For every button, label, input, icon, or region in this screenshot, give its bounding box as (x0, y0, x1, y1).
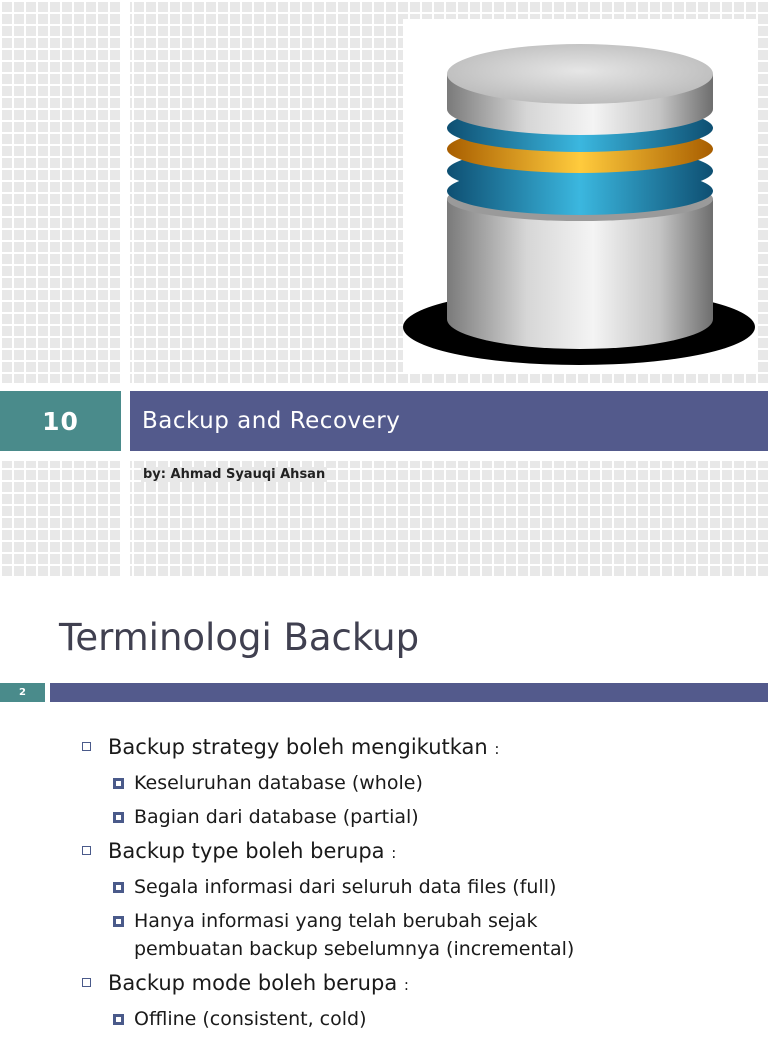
database-icon (403, 19, 756, 372)
bullet-colon: : (391, 844, 397, 862)
sub-bullet-item (81, 769, 761, 797)
bullet-text: Backup type boleh berupa (108, 839, 385, 863)
square-bullet-icon (113, 882, 124, 893)
sub-bullet-item (81, 907, 761, 963)
slide-heading: Terminologi Backup (59, 616, 420, 659)
bullet-text: Backup mode boleh berupa (108, 971, 398, 995)
sub-bullet-text-continued: pembuatan backup sebelumnya (incremental) (134, 938, 575, 960)
sub-bullet-text: Offline (consistent, cold) (134, 1008, 367, 1030)
sub-bullet-text: Keseluruhan database (whole) (134, 772, 423, 794)
square-bullet-icon (113, 916, 124, 927)
sub-bullet-item (81, 873, 761, 901)
bullet-text: Backup strategy boleh mengikutkan (108, 735, 488, 759)
sub-bullet-item (81, 1005, 761, 1033)
bullet-item (81, 733, 761, 763)
bullet-item (81, 969, 761, 999)
content-slide (0, 576, 768, 1030)
square-bullet-icon (113, 1014, 124, 1025)
heading-rule (50, 683, 768, 702)
author-line: by: Ahmad Syauqi Ahsan (143, 467, 326, 482)
square-bullet-icon (82, 742, 91, 751)
square-bullet-icon (82, 978, 91, 987)
page-number: 2 (0, 683, 45, 702)
bullet-colon: : (494, 740, 500, 758)
square-bullet-icon (113, 778, 124, 789)
bullet-colon: : (403, 976, 409, 994)
divider-strip (121, 0, 130, 576)
sub-bullet-text: Segala informasi dari seluruh data files (full) (134, 876, 557, 898)
slide-title: Backup and Recovery (130, 391, 768, 451)
database-image (403, 19, 756, 372)
square-bullet-icon (113, 812, 124, 823)
square-bullet-icon (82, 846, 91, 855)
sub-bullet-text: Hanya informasi yang telah berubah sejak (134, 910, 538, 932)
bullet-item (81, 837, 761, 867)
sub-bullet-item (81, 803, 761, 831)
bullet-list (81, 733, 761, 1039)
sub-bullet-text: Bagian dari database (partial) (134, 806, 419, 828)
slide-number: 10 (0, 391, 121, 451)
